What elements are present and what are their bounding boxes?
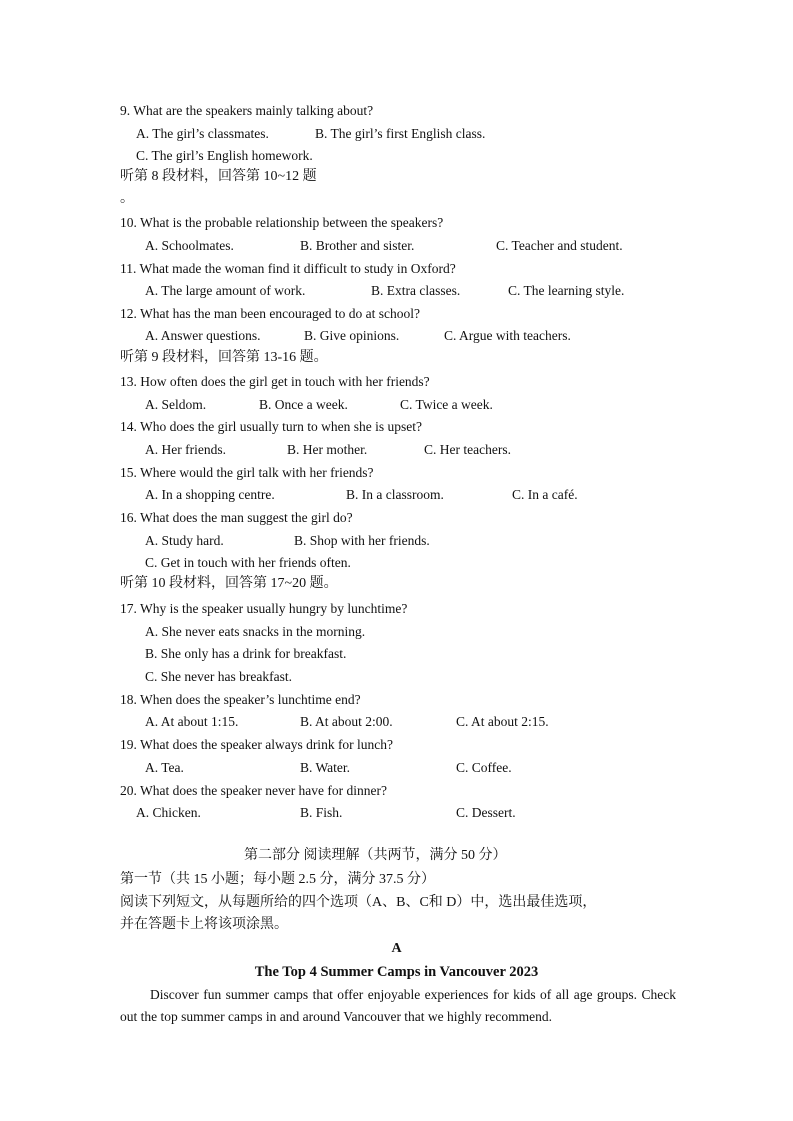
q18-option-b: B. At about 2:00. bbox=[300, 714, 393, 729]
q10-option-b: B. Brother and sister. bbox=[300, 238, 415, 253]
instruction-line-1: 阅读下列短文，从每题所给的四个选项（A、B、C和 D）中，选出最佳选项， bbox=[120, 895, 597, 910]
question-20: 20. What does the speaker never have for dinner? bbox=[120, 783, 388, 798]
question-17: 17. Why is the speaker usually hungry by lunchtime? bbox=[120, 601, 408, 616]
q10-option-a: A. Schoolmates. bbox=[145, 238, 234, 253]
question-18: 18. When does the speaker’s lunchtime end? bbox=[120, 692, 361, 707]
part-two-title: 第二部分 阅读理解（共两节，满分 50 分） bbox=[244, 848, 507, 863]
q9-option-b: B. The girl’s first English class. bbox=[315, 126, 486, 141]
question-10: 10. What is the probable relationship between the speakers? bbox=[120, 215, 444, 230]
question-14: 14. Who does the girl usually turn to when she is upset? bbox=[120, 419, 422, 434]
question-16: 16. What does the man suggest the girl do? bbox=[120, 510, 353, 525]
q15-option-c: C. In a café. bbox=[512, 487, 578, 502]
q18-option-a: A. At about 1:15. bbox=[145, 714, 239, 729]
question-11: 11. What made the woman find it difficult to study in Oxford? bbox=[120, 261, 456, 276]
passage-title: The Top 4 Summer Camps in Vancouver 2023 bbox=[254, 964, 539, 980]
q20-option-a: A. Chicken. bbox=[136, 805, 201, 820]
section-header-8: 听第 8 段材料，回答第 10~12 题 bbox=[120, 169, 317, 184]
passage-letter: A bbox=[391, 941, 402, 956]
q14-option-b: B. Her mother. bbox=[287, 442, 368, 457]
section-header-9: 听第 9 段材料，回答第 13-16 题。 bbox=[120, 350, 328, 365]
q15-option-b: B. In a classroom. bbox=[346, 487, 444, 502]
q16-option-c: C. Get in touch with her friends often. bbox=[145, 555, 351, 570]
q12-option-b: B. Give opinions. bbox=[304, 328, 400, 343]
instruction-line-2: 并在答题卡上将该项涂黑。 bbox=[120, 917, 288, 932]
q10-option-c: C. Teacher and student. bbox=[496, 238, 623, 253]
q16-option-b: B. Shop with her friends. bbox=[294, 533, 430, 548]
q19-option-c: C. Coffee. bbox=[456, 760, 512, 775]
q12-option-c: C. Argue with teachers. bbox=[444, 328, 571, 343]
q19-option-b: B. Water. bbox=[300, 760, 351, 775]
q18-option-c: C. At about 2:15. bbox=[456, 714, 549, 729]
question-13: 13. How often does the girl get in touch with her friends? bbox=[120, 374, 430, 389]
q11-option-c: C. The learning style. bbox=[508, 283, 625, 298]
q19-option-a: A. Tea. bbox=[145, 760, 184, 775]
q20-option-b: B. Fish. bbox=[300, 805, 343, 820]
q9-option-c: C. The girl’s English homework. bbox=[136, 148, 313, 163]
question-19: 19. What does the speaker always drink for lunch? bbox=[120, 737, 394, 752]
q11-option-b: B. Extra classes. bbox=[371, 283, 461, 298]
q20-option-c: C. Dessert. bbox=[456, 805, 516, 820]
q14-option-a: A. Her friends. bbox=[145, 442, 226, 457]
q13-option-a: A. Seldom. bbox=[145, 397, 207, 412]
q11-option-a: A. The large amount of work. bbox=[145, 283, 306, 298]
q12-option-a: A. Answer questions. bbox=[145, 328, 261, 343]
q13-option-b: B. Once a week. bbox=[259, 397, 348, 412]
question-12: 12. What has the man been encouraged to do at school? bbox=[120, 306, 421, 321]
q9-option-a: A. The girl’s classmates. bbox=[136, 126, 269, 141]
q17-option-b: B. She only has a drink for breakfast. bbox=[145, 646, 347, 661]
q15-option-a: A. In a shopping centre. bbox=[145, 487, 275, 502]
question-9: 9. What are the speakers mainly talking about? bbox=[120, 103, 374, 118]
q17-option-a: A. She never eats snacks in the morning. bbox=[145, 624, 366, 639]
question-15: 15. Where would the girl talk with her friends? bbox=[120, 465, 374, 480]
q17-option-c: C. She never has breakfast. bbox=[145, 669, 292, 684]
q13-option-c: C. Twice a week. bbox=[400, 397, 493, 412]
section-header-8-dot: 。 bbox=[120, 191, 134, 206]
q14-option-c: C. Her teachers. bbox=[424, 442, 511, 457]
section-header-10: 听第 10 段材料，回答第 17~20 题。 bbox=[120, 576, 338, 591]
section-one-heading: 第一节（共 15 小题；每小题 2.5 分，满分 37.5 分） bbox=[120, 872, 435, 887]
passage-paragraph: Discover fun summer camps that offer enjoyable experiences for kids of all age groups. Check out the top summer camps in and around Vancouver that we highly recommend. bbox=[120, 987, 676, 1024]
q16-option-a: A. Study hard. bbox=[145, 533, 224, 548]
